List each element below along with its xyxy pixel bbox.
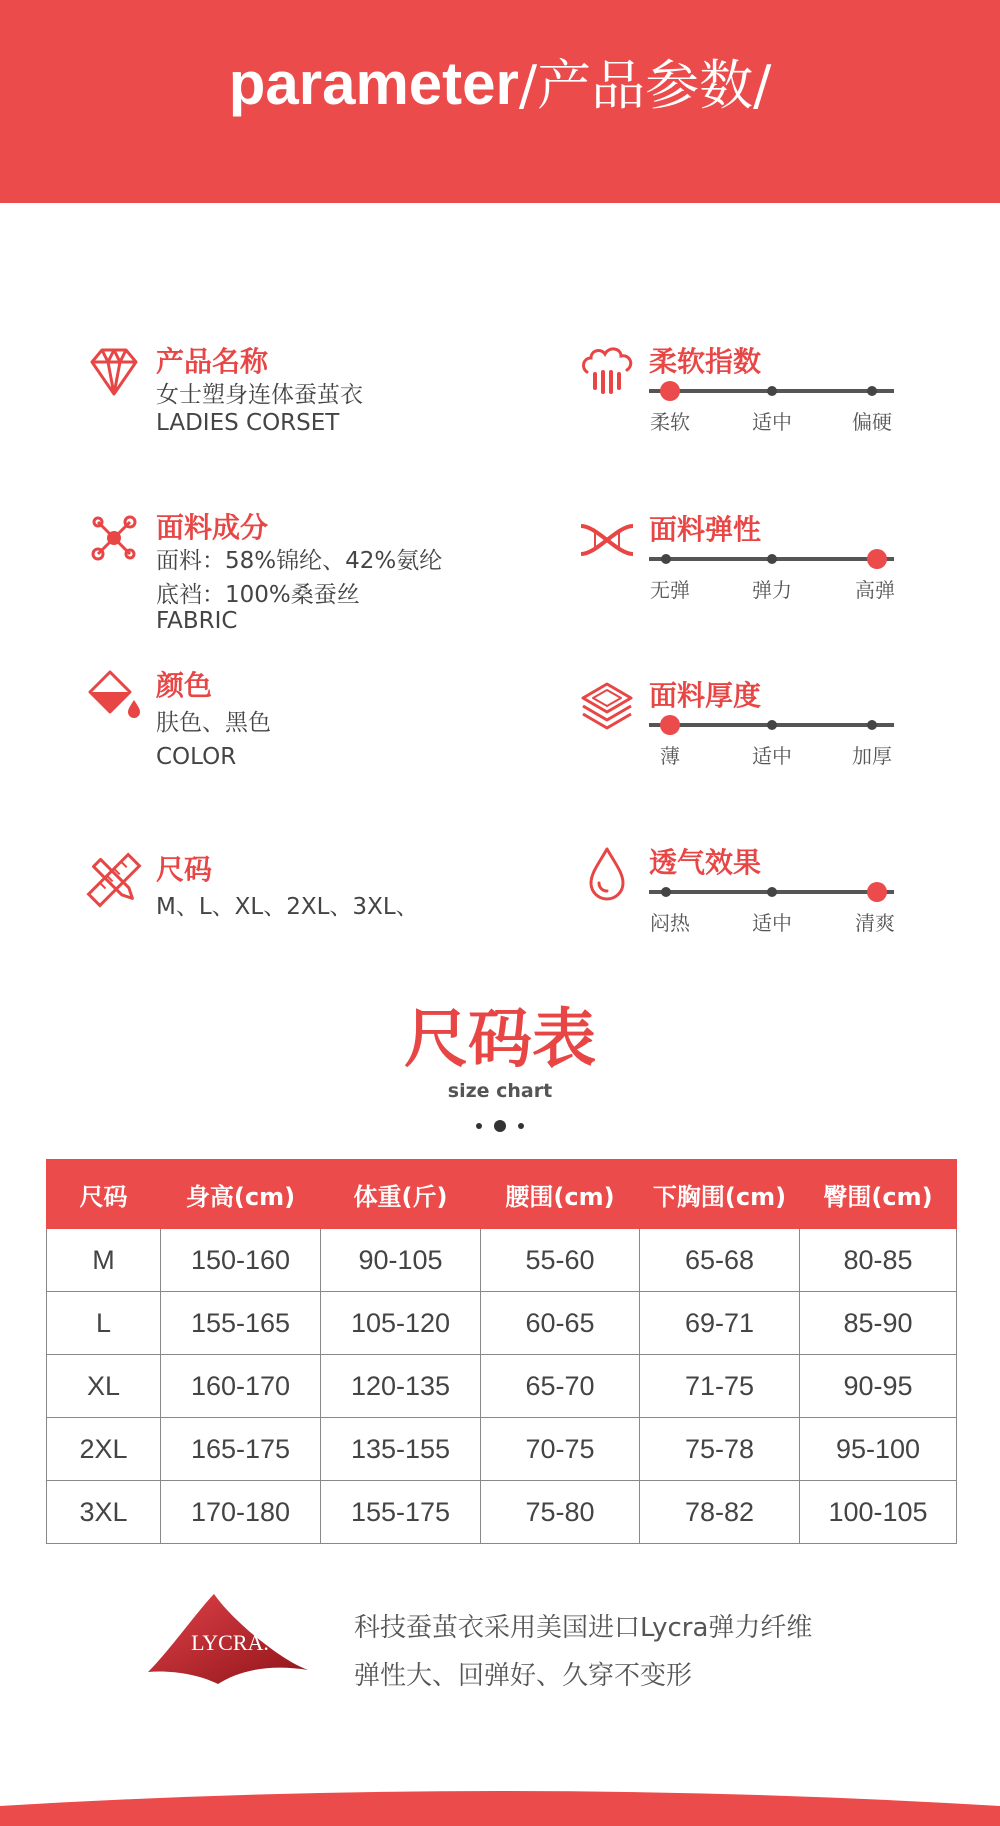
scale-label: 无弹 — [650, 578, 690, 602]
param-value-en: COLOR — [156, 744, 237, 770]
column-header: 尺码 — [47, 1160, 161, 1229]
table-cell: 85-90 — [800, 1292, 957, 1355]
scale-dot — [867, 720, 877, 730]
param-value: 肤色、黑色 — [156, 710, 271, 736]
table-cell: 65-68 — [640, 1229, 800, 1292]
param-value: 面料：58%锦纶、42%氨纶 — [156, 548, 443, 574]
scale-dot-active — [867, 549, 887, 569]
param-value: M、L、XL、2XL、3XL、 — [156, 894, 419, 920]
header-banner — [0, 0, 1000, 203]
table-cell: 155-175 — [321, 1481, 481, 1544]
table-cell: 2XL — [47, 1418, 161, 1481]
table-cell: 120-135 — [321, 1355, 481, 1418]
scale-dot — [661, 887, 671, 897]
scale-dot-active — [660, 715, 680, 735]
table-row — [47, 1292, 957, 1355]
dna-icon — [577, 510, 637, 570]
scale-title: 面料厚度 — [649, 679, 762, 712]
table-cell: 70-75 — [481, 1418, 640, 1481]
scale-label: 清爽 — [855, 911, 895, 935]
page-title-en: parameter — [228, 50, 519, 117]
scale-dot — [867, 386, 877, 396]
scale-dot — [767, 887, 777, 897]
table-cell: 78-82 — [640, 1481, 800, 1544]
scale-label: 适中 — [752, 744, 792, 768]
scale-label: 弹力 — [752, 578, 792, 602]
water-drop-icon — [577, 843, 637, 903]
scale-label: 加厚 — [852, 744, 892, 768]
scale-title: 面料弹性 — [649, 513, 762, 546]
scale-dot — [767, 720, 777, 730]
scale-label: 高弹 — [855, 578, 895, 602]
param-title: 尺码 — [156, 853, 213, 886]
ruler-pencil-icon — [84, 850, 144, 910]
param-title: 面料成分 — [156, 511, 269, 544]
scale-dot-active — [867, 882, 887, 902]
size-chart-subtitle: size chart — [447, 1080, 553, 1102]
lycra-description-line: 科技蚕茧衣采用美国进口Lycra弹力纤维 — [354, 1613, 813, 1643]
table-cell: 90-95 — [800, 1355, 957, 1418]
bottom-decoration — [0, 1790, 1000, 1826]
scale-label: 薄 — [660, 744, 680, 768]
table-cell: 155-165 — [161, 1292, 321, 1355]
table-cell: 90-105 — [321, 1229, 481, 1292]
column-header: 腰围(cm) — [481, 1160, 640, 1229]
table-cell: 150-160 — [161, 1229, 321, 1292]
param-value-en: LADIES CORSET — [156, 410, 340, 436]
lycra-description-line: 弹性大、回弹好、久穿不变形 — [354, 1661, 693, 1691]
scale-label: 适中 — [752, 911, 792, 935]
param-title: 产品名称 — [156, 345, 269, 378]
param-value: 底裆：100%桑蚕丝 — [156, 582, 360, 608]
scale-title: 柔软指数 — [649, 345, 762, 378]
cotton-icon — [577, 342, 637, 402]
table-cell: 75-80 — [481, 1481, 640, 1544]
decorative-dots — [474, 1118, 528, 1134]
paint-bucket-icon — [84, 666, 144, 726]
scale-label: 闷热 — [650, 911, 690, 935]
table-cell: 75-78 — [640, 1418, 800, 1481]
molecule-icon — [84, 508, 144, 568]
column-header: 臀围(cm) — [800, 1160, 957, 1229]
scale-dot — [661, 554, 671, 564]
page-title — [0, 44, 1000, 126]
diamond-icon — [84, 342, 144, 402]
table-cell: 135-155 — [321, 1418, 481, 1481]
table-cell: 95-100 — [800, 1418, 957, 1481]
table-cell: 170-180 — [161, 1481, 321, 1544]
table-cell: 71-75 — [640, 1355, 800, 1418]
scale-label: 柔软 — [650, 410, 690, 434]
table-cell: L — [47, 1292, 161, 1355]
table-cell: 69-71 — [640, 1292, 800, 1355]
scale-dot — [767, 554, 777, 564]
table-row — [47, 1418, 957, 1481]
lycra-logo — [140, 1590, 320, 1690]
table-cell: 160-170 — [161, 1355, 321, 1418]
size-table — [46, 1159, 957, 1544]
table-cell: 105-120 — [321, 1292, 481, 1355]
scale-title: 透气效果 — [649, 846, 762, 879]
table-cell: 3XL — [47, 1481, 161, 1544]
param-value: 女士塑身连体蚕茧衣 — [156, 382, 363, 408]
param-title: 颜色 — [156, 669, 213, 702]
column-header: 身高(cm) — [161, 1160, 321, 1229]
lycra-logo-text: LYCRA. — [191, 1630, 269, 1655]
size-chart-title: 尺码表 — [404, 1003, 596, 1077]
page-title-cn: /产品参数/ — [518, 54, 772, 117]
param-value-en: FABRIC — [156, 608, 238, 634]
column-header: 下胸围(cm) — [640, 1160, 800, 1229]
scale-label: 适中 — [752, 410, 792, 434]
table-header-row — [47, 1160, 957, 1229]
table-row — [47, 1481, 957, 1544]
scale-dot — [767, 386, 777, 396]
table-cell: 165-175 — [161, 1418, 321, 1481]
table-cell: M — [47, 1229, 161, 1292]
table-cell: 65-70 — [481, 1355, 640, 1418]
table-row — [47, 1355, 957, 1418]
table-cell: XL — [47, 1355, 161, 1418]
table-cell: 55-60 — [481, 1229, 640, 1292]
table-cell: 60-65 — [481, 1292, 640, 1355]
table-cell: 100-105 — [800, 1481, 957, 1544]
scale-label: 偏硬 — [852, 410, 892, 434]
table-row — [47, 1229, 957, 1292]
table-cell: 80-85 — [800, 1229, 957, 1292]
column-header: 体重(斤) — [321, 1160, 481, 1229]
layers-icon — [577, 676, 637, 736]
scale-dot-active — [660, 381, 680, 401]
